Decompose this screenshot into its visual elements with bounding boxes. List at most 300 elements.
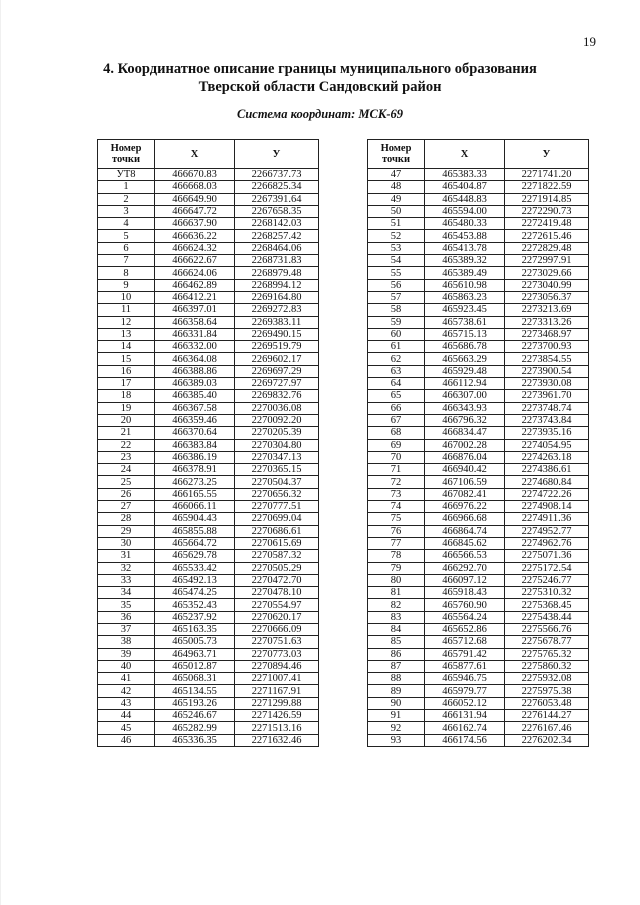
table-row [98,550,319,562]
cell-x: 466976.22 [425,501,505,513]
cell-point-number: 4 [98,218,155,230]
cell-point-number: 5 [98,230,155,242]
cell-point-number: 10 [98,291,155,303]
cell-x: 466367.58 [155,402,235,414]
cell-y: 2272290.73 [505,205,589,217]
cell-x: 466273.25 [155,476,235,488]
table-row [368,636,589,648]
cell-point-number: 1 [98,181,155,193]
cell-point-number: 54 [368,255,425,267]
table-row [368,255,589,267]
cell-point-number: 32 [98,562,155,574]
cell-point-number: 23 [98,451,155,463]
cell-y: 2274386.61 [505,464,589,476]
cell-point-number: 76 [368,525,425,537]
cell-y: 2269272.83 [235,304,319,316]
cell-point-number: 65 [368,390,425,402]
cell-y: 2271741.20 [505,169,589,181]
cell-x: 466389.03 [155,378,235,390]
cell-point-number: 92 [368,722,425,734]
table-row [368,574,589,586]
table-row [368,488,589,500]
cell-point-number: 75 [368,513,425,525]
cell-point-number: 22 [98,439,155,451]
table-row [368,685,589,697]
table-row [368,562,589,574]
header-number-line1: Номер [110,143,142,154]
cell-x: 465979.77 [425,685,505,697]
table-row [98,304,319,316]
title-line-2: Тверской области Сандовский район [198,79,442,95]
cell-x: 465652.86 [425,623,505,635]
cell-y: 2275071.36 [505,550,589,562]
table-row [368,353,589,365]
table-row [98,574,319,586]
table-row [98,181,319,193]
cell-x: 467106.59 [425,476,505,488]
cell-y: 2274908.14 [505,501,589,513]
cell-point-number: 42 [98,685,155,697]
cell-x: 465629.78 [155,550,235,562]
table-row [98,537,319,549]
cell-y: 2274952.77 [505,525,589,537]
cell-point-number: 15 [98,353,155,365]
cell-point-number: 13 [98,328,155,340]
cell-point-number: 77 [368,537,425,549]
cell-y: 2272829.48 [505,242,589,254]
table-row [368,316,589,328]
cell-y: 2273748.74 [505,402,589,414]
cell-x: 466462.89 [155,279,235,291]
cell-y: 2275678.77 [505,636,589,648]
cell-y: 2269602.17 [235,353,319,365]
table-row [98,685,319,697]
cell-x: 465383.33 [425,169,505,181]
cell-point-number: 71 [368,464,425,476]
cell-y: 2270587.32 [235,550,319,562]
cell-point-number: 88 [368,673,425,685]
cell-y: 2268994.12 [235,279,319,291]
cell-x: 465663.29 [425,353,505,365]
cell-x: 466845.62 [425,537,505,549]
cell-y: 2271513.16 [235,722,319,734]
table-row [368,427,589,439]
cell-point-number: 86 [368,648,425,660]
cell-x: 465012.87 [155,660,235,672]
cell-x: 466876.04 [425,451,505,463]
cell-point-number: 47 [368,169,425,181]
cell-y: 2271822.59 [505,181,589,193]
cell-x: 466097.12 [425,574,505,586]
table-row [98,501,319,513]
table-row [368,365,589,377]
cell-y: 2274680.84 [505,476,589,488]
table-row [98,402,319,414]
table-row [368,341,589,353]
cell-y: 2270773.03 [235,648,319,660]
cell-x: 465474.25 [155,587,235,599]
table-row [98,378,319,390]
cell-y: 2275246.77 [505,574,589,586]
cell-point-number: 11 [98,304,155,316]
cell-y: 2275932.08 [505,673,589,685]
cell-point-number: 12 [98,316,155,328]
cell-x: 466412.21 [155,291,235,303]
table-row [98,316,319,328]
table-row [368,439,589,451]
header-number-line2: точки [111,154,141,165]
cell-x: 465237.92 [155,611,235,623]
table-row [98,390,319,402]
cell-point-number: 60 [368,328,425,340]
cell-y: 2275368.45 [505,599,589,611]
cell-point-number: 57 [368,291,425,303]
cell-y: 2270092.20 [235,414,319,426]
cell-point-number: 43 [98,697,155,709]
table-row [98,267,319,279]
coordinates-table-right [367,139,589,747]
cell-x: 466378.91 [155,464,235,476]
cell-point-number: 44 [98,710,155,722]
cell-x: 466332.00 [155,341,235,353]
cell-x: 465715.13 [425,328,505,340]
cell-x: 466370.64 [155,427,235,439]
cell-y: 2272615.46 [505,230,589,242]
cell-point-number: 39 [98,648,155,660]
cell-x: 465336.35 [155,734,235,746]
cell-y: 2271426.59 [235,710,319,722]
table-row [98,488,319,500]
cell-y: 2270505.29 [235,562,319,574]
cell-x: 465877.61 [425,660,505,672]
table-row [368,218,589,230]
cell-y: 2276167.46 [505,722,589,734]
document-title [0,60,640,96]
cell-x: 466637.90 [155,218,235,230]
table-row [98,562,319,574]
cell-point-number: 89 [368,685,425,697]
cell-x: 466343.93 [425,402,505,414]
header-number-line1: Номер [380,143,412,154]
table-row [98,205,319,217]
cell-y: 2272419.48 [505,218,589,230]
cell-y: 2273854.55 [505,353,589,365]
cell-y: 2270620.17 [235,611,319,623]
cell-y: 2275566.76 [505,623,589,635]
cell-x: 466386.19 [155,451,235,463]
cell-x: 466397.01 [155,304,235,316]
cell-y: 2271914.85 [505,193,589,205]
table-row [368,304,589,316]
cell-point-number: 46 [98,734,155,746]
cell-x: 465760.90 [425,599,505,611]
cell-point-number: 83 [368,611,425,623]
cell-y: 2267658.35 [235,205,319,217]
table-row [98,464,319,476]
cell-point-number: 74 [368,501,425,513]
cell-x: 465413.78 [425,242,505,254]
table-header-row [98,140,319,169]
header-point-number [98,140,155,169]
cell-point-number: 35 [98,599,155,611]
table-row [98,169,319,181]
cell-x: 466359.46 [155,414,235,426]
cell-point-number: 45 [98,722,155,734]
page-number: 19 [583,34,596,49]
cell-y: 2270205.39 [235,427,319,439]
table-row [98,673,319,685]
cell-x: 466052.12 [425,697,505,709]
cell-x: 467082.41 [425,488,505,500]
coordinates-table-left [97,139,319,747]
cell-x: 467002.28 [425,439,505,451]
cell-x: 466864.74 [425,525,505,537]
cell-y: 2275765.32 [505,648,589,660]
cell-point-number: 7 [98,255,155,267]
cell-y: 2271167.91 [235,685,319,697]
table-row [368,242,589,254]
cell-y: 2275975.38 [505,685,589,697]
cell-y: 2270504.37 [235,476,319,488]
cell-point-number: 78 [368,550,425,562]
cell-point-number: 81 [368,587,425,599]
table-row [98,734,319,746]
cell-y: 2274722.26 [505,488,589,500]
cell-y: 2268257.42 [235,230,319,242]
cell-x: 465282.99 [155,722,235,734]
table-row [368,476,589,488]
cell-point-number: 69 [368,439,425,451]
cell-x: 465791.42 [425,648,505,660]
cell-y: 2268142.03 [235,218,319,230]
cell-x: 466940.42 [425,464,505,476]
cell-point-number: 61 [368,341,425,353]
cell-y: 2268731.83 [235,255,319,267]
table-row [368,464,589,476]
header-x: X [155,140,235,169]
cell-x: 465918.43 [425,587,505,599]
cell-x: 465193.26 [155,697,235,709]
cell-y: 2273930.08 [505,378,589,390]
table-row [368,378,589,390]
table-row [98,291,319,303]
cell-y: 2273213.69 [505,304,589,316]
cell-y: 2276144.27 [505,710,589,722]
table-row [98,242,319,254]
table-row [98,476,319,488]
table-row [368,673,589,685]
cell-y: 2269519.79 [235,341,319,353]
table-row [368,169,589,181]
cell-x: 465068.31 [155,673,235,685]
cell-point-number: 72 [368,476,425,488]
cell-y: 2269490.15 [235,328,319,340]
cell-x: 465610.98 [425,279,505,291]
table-body-right [368,169,589,747]
cell-point-number: 66 [368,402,425,414]
table-row [98,328,319,340]
cell-point-number: 55 [368,267,425,279]
cell-point-number: 67 [368,414,425,426]
cell-point-number: 64 [368,378,425,390]
cell-point-number: 25 [98,476,155,488]
cell-point-number: 63 [368,365,425,377]
cell-y: 2270656.32 [235,488,319,500]
table-row [368,181,589,193]
table-row [98,341,319,353]
cell-x: 466331.84 [155,328,235,340]
cell-x: 466364.08 [155,353,235,365]
cell-x: 466112.94 [425,378,505,390]
cell-x: 465904.43 [155,513,235,525]
table-row [368,328,589,340]
table-row [98,636,319,648]
cell-x: 466162.74 [425,722,505,734]
cell-y: 2273040.99 [505,279,589,291]
cell-point-number: 52 [368,230,425,242]
cell-x: 466624.06 [155,267,235,279]
table-row [98,660,319,672]
cell-y: 2273700.93 [505,341,589,353]
cell-point-number: 14 [98,341,155,353]
cell-y: 2273468.97 [505,328,589,340]
cell-x: 465946.75 [425,673,505,685]
cell-y: 2274263.18 [505,451,589,463]
cell-x: 465389.32 [425,255,505,267]
cell-point-number: 70 [368,451,425,463]
cell-point-number: 34 [98,587,155,599]
header-point-number [368,140,425,169]
table-row [98,255,319,267]
table-row [98,525,319,537]
cell-point-number: 17 [98,378,155,390]
page-edge [0,0,1,905]
cell-x: 466636.22 [155,230,235,242]
cell-y: 2270036.08 [235,402,319,414]
table-row [368,660,589,672]
cell-point-number: 38 [98,636,155,648]
cell-point-number: 68 [368,427,425,439]
table-row [368,451,589,463]
table-row [368,402,589,414]
cell-y: 2271299.88 [235,697,319,709]
cell-x: 466649.90 [155,193,235,205]
table-row [368,414,589,426]
cell-point-number: 28 [98,513,155,525]
table-row [368,599,589,611]
cell-point-number: 29 [98,525,155,537]
cell-point-number: 20 [98,414,155,426]
cell-x: 466966.68 [425,513,505,525]
cell-y: 2271007.41 [235,673,319,685]
table-row [98,587,319,599]
cell-x: 466796.32 [425,414,505,426]
cell-y: 2268979.48 [235,267,319,279]
table-row [368,390,589,402]
cell-y: 2270615.69 [235,537,319,549]
cell-x: 465005.73 [155,636,235,648]
cell-point-number: 51 [368,218,425,230]
cell-y: 2269832.76 [235,390,319,402]
table-row [98,353,319,365]
cell-point-number: 36 [98,611,155,623]
title-line-1: 4. Координатное описание границы муниципального образования [103,61,537,77]
cell-point-number: 9 [98,279,155,291]
header-x: X [425,140,505,169]
cell-x: 465389.49 [425,267,505,279]
cell-x: 465855.88 [155,525,235,537]
cell-x: 465352.43 [155,599,235,611]
cell-point-number: 37 [98,623,155,635]
table-row [368,279,589,291]
header-number-line2: точки [381,154,411,165]
cell-y: 2266737.73 [235,169,319,181]
cell-x: 466624.32 [155,242,235,254]
cell-y: 2270751.63 [235,636,319,648]
cell-point-number: 41 [98,673,155,685]
cell-point-number: 27 [98,501,155,513]
table-row [368,648,589,660]
header-y: У [505,140,589,169]
table-row [368,205,589,217]
cell-point-number: 48 [368,181,425,193]
cell-point-number: 18 [98,390,155,402]
cell-point-number: 79 [368,562,425,574]
cell-y: 2270894.46 [235,660,319,672]
table-row [368,537,589,549]
cell-point-number: УТ8 [98,169,155,181]
cell-x: 465404.87 [425,181,505,193]
cell-point-number: 82 [368,599,425,611]
table-row [98,513,319,525]
cell-point-number: 26 [98,488,155,500]
cell-y: 2275310.32 [505,587,589,599]
cell-y: 2270777.51 [235,501,319,513]
cell-y: 2270478.10 [235,587,319,599]
table-row [98,218,319,230]
cell-x: 466647.72 [155,205,235,217]
cell-x: 464963.71 [155,648,235,660]
cell-y: 2269383.11 [235,316,319,328]
table-row [98,414,319,426]
cell-x: 465863.23 [425,291,505,303]
cell-y: 2273900.54 [505,365,589,377]
cell-x: 466066.11 [155,501,235,513]
cell-y: 2274911.36 [505,513,589,525]
table-row [368,550,589,562]
cell-point-number: 2 [98,193,155,205]
cell-point-number: 62 [368,353,425,365]
cell-x: 466834.47 [425,427,505,439]
table-row [368,267,589,279]
table-row [98,599,319,611]
cell-point-number: 21 [98,427,155,439]
table-body-left [98,169,319,747]
table-row [98,611,319,623]
table-row [368,230,589,242]
cell-x: 466174.56 [425,734,505,746]
cell-y: 2272997.91 [505,255,589,267]
table-row [98,623,319,635]
cell-x: 465492.13 [155,574,235,586]
cell-y: 2269727.97 [235,378,319,390]
table-row [98,193,319,205]
cell-x: 466385.40 [155,390,235,402]
cell-x: 465163.35 [155,623,235,635]
cell-y: 2273935.16 [505,427,589,439]
cell-y: 2270365.15 [235,464,319,476]
cell-y: 2276053.48 [505,697,589,709]
